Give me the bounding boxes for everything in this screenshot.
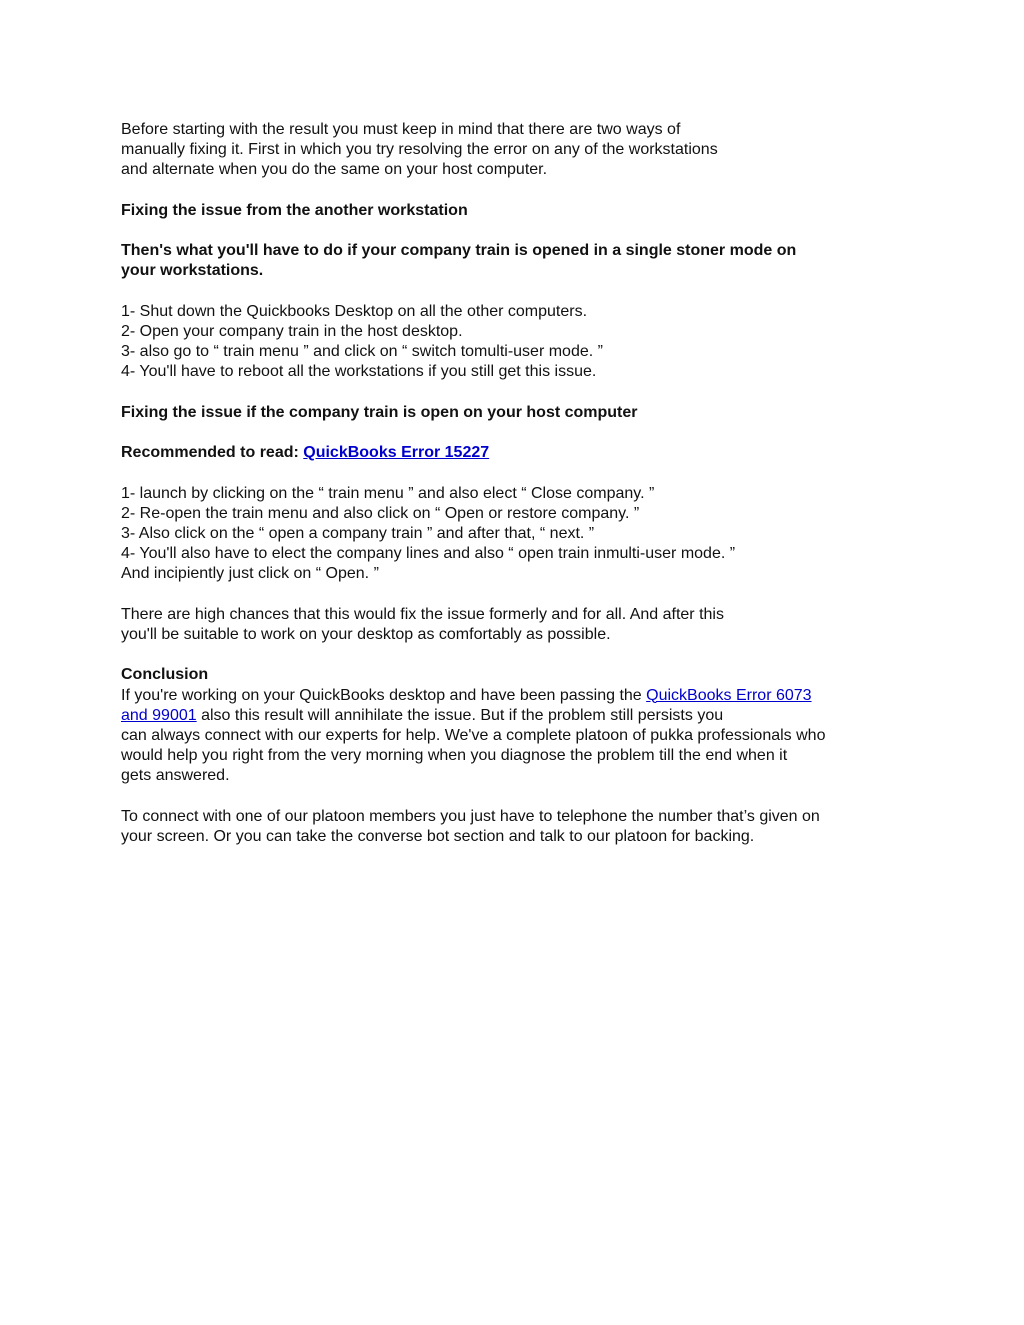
error-6073-link[interactable]: QuickBooks Error 6073: [646, 686, 812, 704]
paragraph-text: If you're working on your QuickBooks desktop and have been passing the: [121, 686, 642, 704]
list-item: 3- Also click on the “ open a company train ” and after that, “ next. ”: [121, 524, 595, 542]
section1-steps-list: [121, 302, 911, 383]
spacer: [121, 585, 911, 605]
spacer: [121, 282, 911, 302]
paragraph-line: To connect with one of our platoon members you just have to telephone the number that’s given on: [121, 807, 820, 825]
intro-line: and alternate when you do the same on your host computer.: [121, 161, 548, 179]
spacer: [121, 423, 911, 443]
recommended-line: [121, 443, 911, 463]
recommended-label: Recommended to read:: [121, 444, 299, 462]
document-body: [121, 120, 911, 847]
intro-line: Before starting with the result you must keep in mind that there are two ways of: [121, 121, 681, 138]
paragraph-line: would help you right from the very morning when you diagnose the problem till the end when it: [121, 747, 788, 765]
section2-steps-list: [121, 484, 911, 585]
contact-paragraph: [121, 807, 911, 847]
list-item: 3- also go to “ train menu ” and click on “ switch tomulti-user mode. ”: [121, 343, 603, 361]
paragraph-line: can always connect with our experts for help. We've a complete platoon of pukka professionals who: [121, 726, 826, 744]
subheading-line: your workstations.: [121, 262, 264, 280]
section1-heading: Fixing the issue from the another workstation: [121, 201, 468, 219]
spacer: [121, 645, 911, 665]
section1-subheading: [121, 241, 911, 281]
section2-closing-paragraph: [121, 605, 911, 645]
error-6073-link-continued[interactable]: and 99001: [121, 706, 197, 724]
intro-line: manually fixing it. First in which you try resolving the error on any of the workstations: [121, 141, 718, 159]
list-item: 1- launch by clicking on the “ train menu ” and also elect “ Close company. ”: [121, 484, 655, 502]
spacer: [121, 383, 911, 403]
section2-heading: Fixing the issue if the company train is open on your host computer: [121, 403, 638, 421]
spacer: [121, 181, 911, 201]
paragraph-line: There are high chances that this would fix the issue formerly and for all. And after this: [121, 605, 724, 623]
paragraph-line: your screen. Or you can take the converse bot section and talk to our platoon for backing.: [121, 827, 755, 845]
paragraph-line: [121, 706, 911, 726]
paragraph-text: also this result will annihilate the issue. But if the problem still persists you: [201, 706, 724, 724]
error-15227-link[interactable]: QuickBooks Error 15227: [303, 444, 490, 462]
paragraph-line: gets answered.: [121, 767, 230, 785]
intro-paragraph: [121, 120, 911, 181]
paragraph-line: [121, 686, 911, 706]
conclusion-heading: Conclusion: [121, 666, 209, 684]
subheading-line: Then's what you'll have to do if your company train is opened in a single stoner mode on: [121, 242, 797, 260]
conclusion-paragraph: [121, 686, 911, 787]
list-item: 2- Re-open the train menu and also click on “ Open or restore company. ”: [121, 504, 640, 522]
list-item: 4- You'll have to reboot all the workstations if you still get this issue.: [121, 363, 597, 381]
list-item: 4- You'll also have to elect the company lines and also “ open train inmulti-user mode. ”: [121, 545, 736, 563]
paragraph-line: you'll be suitable to work on your desktop as comfortably as possible.: [121, 625, 611, 643]
spacer: [121, 787, 911, 807]
spacer: [121, 463, 911, 483]
list-item: 1- Shut down the Quickbooks Desktop on all the other computers.: [121, 302, 588, 320]
list-item: 2- Open your company train in the host desktop.: [121, 322, 463, 340]
list-item: And incipiently just click on “ Open. ”: [121, 565, 379, 583]
spacer: [121, 221, 911, 241]
